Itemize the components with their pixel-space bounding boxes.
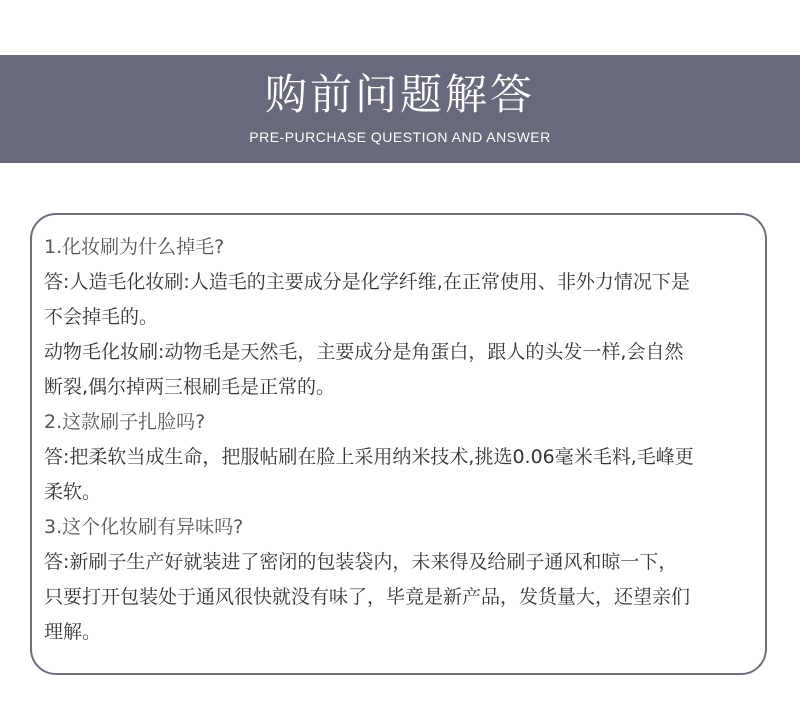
answer-2-line-2: 柔软。 xyxy=(44,481,102,503)
qa-panel xyxy=(30,213,767,675)
question-2: 2.这款刷子扎脸吗? xyxy=(44,411,206,433)
answer-3-line-1: 答:新刷子生产好就装进了密闭的包装袋内，未来得及给刷子通风和晾一下， xyxy=(44,551,678,573)
question-3: 3.这个化妆刷有异味吗? xyxy=(44,516,244,538)
answer-3-line-2: 只要打开包装处于通风很快就没有味了，毕竟是新产品，发货量大，还望亲们 xyxy=(44,586,691,608)
answer-1-line-2: 不会掉毛的。 xyxy=(44,306,159,328)
page-subtitle: PRE-PURCHASE QUESTION AND ANSWER xyxy=(249,129,551,145)
answer-1-line-1: 答:人造毛化妆刷:人造毛的主要成分是化学纤维,在正常使用、非外力情况下是 xyxy=(44,271,690,293)
answer-3-line-3: 理解。 xyxy=(44,621,102,643)
answer-1-line-4: 断裂,偶尔掉两三根刷毛是正常的。 xyxy=(44,376,336,398)
answer-1-line-3: 动物毛化妆刷:动物毛是天然毛，主要成分是角蛋白，跟人的头发一样,会自然 xyxy=(44,341,684,363)
page-title: 购前问题解答 xyxy=(264,70,535,119)
answer-2-line-1: 答:把柔软当成生命，把服帖刷在脸上采用纳米技术,挑选0.06毫米毛料,毛峰更 xyxy=(44,446,694,468)
question-1: 1.化妆刷为什么掉毛? xyxy=(44,236,225,258)
qa-content xyxy=(44,230,760,650)
header-banner xyxy=(0,55,800,163)
